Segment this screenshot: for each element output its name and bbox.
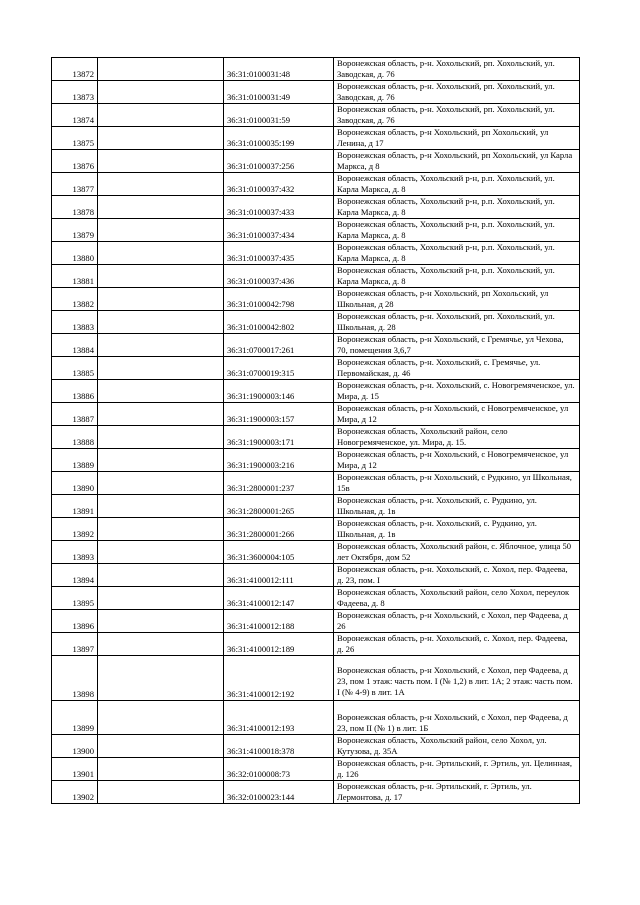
empty-cell (98, 541, 224, 564)
cadastral-number: 36:31:4100012:193 (224, 701, 334, 735)
empty-cell (98, 334, 224, 357)
row-number: 13890 (52, 472, 98, 495)
cadastral-number: 36:31:0100031:59 (224, 104, 334, 127)
empty-cell (98, 380, 224, 403)
row-number: 13887 (52, 403, 98, 426)
table-row (52, 735, 580, 758)
row-number: 13901 (52, 758, 98, 781)
empty-cell (98, 311, 224, 334)
row-number: 13900 (52, 735, 98, 758)
table-row (52, 472, 580, 495)
address: Воронежская область, р-н. Эртильский, г. Эртиль, ул. Лермонтова, д. 17 (334, 781, 580, 804)
table-row (52, 541, 580, 564)
cadastral-number: 36:31:0100042:802 (224, 311, 334, 334)
empty-cell (98, 426, 224, 449)
row-number: 13878 (52, 196, 98, 219)
empty-cell (98, 518, 224, 541)
table-row (52, 380, 580, 403)
cadastral-number: 36:31:2800001:266 (224, 518, 334, 541)
table-row (52, 518, 580, 541)
cadastral-number: 36:31:0700019:315 (224, 357, 334, 380)
table-row (52, 781, 580, 804)
address: Воронежская область, р-н Хохольский, с Новогремяченское, ул Мира, д 12 (334, 403, 580, 426)
cadastral-number: 36:31:0100031:49 (224, 81, 334, 104)
address: Воронежская область, р-н. Хохольский, с. Рудкино, ул. Школьная, д. 1в (334, 518, 580, 541)
row-number: 13883 (52, 311, 98, 334)
cadastral-number: 36:31:1900003:146 (224, 380, 334, 403)
address: Воронежская область, р-н Хохольский, рп Хохольский, ул Школьная, д 28 (334, 288, 580, 311)
empty-cell (98, 564, 224, 587)
table-row (52, 81, 580, 104)
row-number: 13873 (52, 81, 98, 104)
empty-cell (98, 127, 224, 150)
address: Воронежская область, р-н Хохольский, с Хохол, пер Фадеева, д 23, пом II (№ 1) в лит. 1Б (334, 701, 580, 735)
address: Воронежская область, Хохольский р-н, р.п. Хохольский, ул. Карла Маркса, д. 8 (334, 196, 580, 219)
address: Воронежская область, р-н. Хохольский, с. Хохол, пер. Фадеева, д. 23, пом. I (334, 564, 580, 587)
table-row (52, 219, 580, 242)
row-number: 13889 (52, 449, 98, 472)
cadastral-number: 36:31:2800001:237 (224, 472, 334, 495)
table-row (52, 633, 580, 656)
row-number: 13888 (52, 426, 98, 449)
empty-cell (98, 587, 224, 610)
table-row (52, 656, 580, 701)
row-number: 13892 (52, 518, 98, 541)
empty-cell (98, 656, 224, 701)
row-number: 13902 (52, 781, 98, 804)
table-row (52, 265, 580, 288)
row-number: 13896 (52, 610, 98, 633)
table-row (52, 495, 580, 518)
row-number: 13884 (52, 334, 98, 357)
row-number: 13881 (52, 265, 98, 288)
table-row (52, 58, 580, 81)
empty-cell (98, 403, 224, 426)
address: Воронежская область, Хохольский р-н, р.п. Хохольский, ул. Карла Маркса, д. 8 (334, 242, 580, 265)
cadastral-number: 36:31:1900003:216 (224, 449, 334, 472)
address: Воронежская область, р-н. Хохольский, рп. Хохольский, ул. Заводская, д. 76 (334, 81, 580, 104)
table-row (52, 127, 580, 150)
address: Воронежская область, р-н Хохольский, с Рудкино, ул Школьная, 15в (334, 472, 580, 495)
row-number: 13877 (52, 173, 98, 196)
address: Воронежская область, Хохольский район, село Хохол, ул. Кутузова, д. 35А (334, 735, 580, 758)
address: Воронежская область, Хохольский район, с. Яблочное, улица 50 лет Октября, дом 52 (334, 541, 580, 564)
empty-cell (98, 219, 224, 242)
cadastral-number: 36:31:1900003:171 (224, 426, 334, 449)
empty-cell (98, 81, 224, 104)
table-row (52, 196, 580, 219)
empty-cell (98, 242, 224, 265)
row-number: 13879 (52, 219, 98, 242)
row-number: 13898 (52, 656, 98, 701)
cadastral-number: 36:31:0100037:435 (224, 242, 334, 265)
cadastral-number: 36:31:4100012:111 (224, 564, 334, 587)
address: Воронежская область, р-н Хохольский, рп Хохольский, ул Ленина, д 17 (334, 127, 580, 150)
address: Воронежская область, р-н Хохольский, с Новогремяченское, ул Мира, д 12 (334, 449, 580, 472)
table-row (52, 357, 580, 380)
cadastral-number: 36:31:3600004:105 (224, 541, 334, 564)
address: Воронежская область, Хохольский район, село Новогремяченское, ул. Мира, д. 15. (334, 426, 580, 449)
cadastral-number: 36:31:1900003:157 (224, 403, 334, 426)
address: Воронежская область, р-н. Хохольский, рп. Хохольский, ул. Заводская, д. 76 (334, 104, 580, 127)
address: Воронежская область, р-н Хохольский, с Гремячье, ул Чехова, 70, помещения 3,6,7 (334, 334, 580, 357)
table-row (52, 311, 580, 334)
table-row (52, 449, 580, 472)
cadastral-number: 36:31:2800001:265 (224, 495, 334, 518)
row-number: 13876 (52, 150, 98, 173)
empty-cell (98, 472, 224, 495)
row-number: 13894 (52, 564, 98, 587)
empty-cell (98, 357, 224, 380)
table-row (52, 587, 580, 610)
row-number: 13886 (52, 380, 98, 403)
address: Воронежская область, р-н. Эртильский, г. Эртиль, ул. Целинная, д. 126 (334, 758, 580, 781)
row-number: 13882 (52, 288, 98, 311)
cadastral-number: 36:31:0100037:436 (224, 265, 334, 288)
table-row (52, 758, 580, 781)
cadastral-number: 36:31:0100037:256 (224, 150, 334, 173)
address: Воронежская область, Хохольский р-н, р.п. Хохольский, ул. Карла Маркса, д. 8 (334, 219, 580, 242)
cadastral-number: 36:31:0700017:261 (224, 334, 334, 357)
table-row (52, 701, 580, 735)
row-number: 13872 (52, 58, 98, 81)
table-row (52, 610, 580, 633)
row-number: 13875 (52, 127, 98, 150)
empty-cell (98, 58, 224, 81)
address: Воронежская область, р-н. Хохольский, с. Гремячье, ул. Первомайская, д. 46 (334, 357, 580, 380)
cadastral-number: 36:31:4100012:192 (224, 656, 334, 701)
cadastral-number: 36:32:0100008:73 (224, 758, 334, 781)
table-row (52, 288, 580, 311)
cadastral-number: 36:31:0100031:48 (224, 58, 334, 81)
table-row (52, 173, 580, 196)
cadastral-number: 36:31:4100012:188 (224, 610, 334, 633)
table-row (52, 150, 580, 173)
cadastral-number: 36:31:0100037:434 (224, 219, 334, 242)
cadastral-number: 36:31:0100037:432 (224, 173, 334, 196)
row-number: 13893 (52, 541, 98, 564)
cadastral-number: 36:31:0100037:433 (224, 196, 334, 219)
cadastral-number: 36:31:4100012:147 (224, 587, 334, 610)
table-row (52, 564, 580, 587)
cadastral-number: 36:31:4100018:378 (224, 735, 334, 758)
empty-cell (98, 150, 224, 173)
empty-cell (98, 173, 224, 196)
address: Воронежская область, р-н. Хохольский, с. Хохол, пер. Фадеева, д. 26 (334, 633, 580, 656)
row-number: 13897 (52, 633, 98, 656)
empty-cell (98, 265, 224, 288)
row-number: 13880 (52, 242, 98, 265)
address: Воронежская область, Хохольский р-н, р.п. Хохольский, ул. Карла Маркса, д. 8 (334, 265, 580, 288)
address: Воронежская область, р-н Хохольский, с Хохол, пер Фадеева, д 23, пом 1 этаж: часть пом. I (№ 1,2) в лит. 1А; 2 этаж: часть пом. I (№ 4-9) в лит. 1А (334, 656, 580, 701)
empty-cell (98, 449, 224, 472)
table-row (52, 104, 580, 127)
empty-cell (98, 495, 224, 518)
table-row (52, 334, 580, 357)
empty-cell (98, 781, 224, 804)
address: Воронежская область, р-н. Хохольский, с. Рудкино, ул. Школьная, д. 1в (334, 495, 580, 518)
row-number: 13874 (52, 104, 98, 127)
empty-cell (98, 633, 224, 656)
address: Воронежская область, р-н Хохольский, с Хохол, пер Фадеева, д 26 (334, 610, 580, 633)
empty-cell (98, 758, 224, 781)
address: Воронежская область, р-н. Хохольский, рп. Хохольский, ул. Заводская, д. 76 (334, 58, 580, 81)
address: Воронежская область, Хохольский р-н, р.п. Хохольский, ул. Карла Маркса, д. 8 (334, 173, 580, 196)
address: Воронежская область, р-н Хохольский, рп Хохольский, ул Карла Маркса, д 8 (334, 150, 580, 173)
empty-cell (98, 196, 224, 219)
address: Воронежская область, р-н. Хохольский, рп. Хохольский, ул. Школьная, д. 28 (334, 311, 580, 334)
empty-cell (98, 735, 224, 758)
cadastral-number: 36:31:4100012:189 (224, 633, 334, 656)
table-row (52, 242, 580, 265)
cadastral-number: 36:31:0100042:798 (224, 288, 334, 311)
row-number: 13899 (52, 701, 98, 735)
registry-table (51, 57, 580, 804)
cadastral-number: 36:32:0100023:144 (224, 781, 334, 804)
cadastral-number: 36:31:0100035:199 (224, 127, 334, 150)
row-number: 13891 (52, 495, 98, 518)
row-number: 13885 (52, 357, 98, 380)
row-number: 13895 (52, 587, 98, 610)
address: Воронежская область, Хохольский район, село Хохол, переулок Фадеева, д. 8 (334, 587, 580, 610)
table-row (52, 403, 580, 426)
empty-cell (98, 104, 224, 127)
empty-cell (98, 701, 224, 735)
table-row (52, 426, 580, 449)
empty-cell (98, 288, 224, 311)
address: Воронежская область, р-н. Хохольский, с. Новогремяченское, ул. Мира, д. 15 (334, 380, 580, 403)
empty-cell (98, 610, 224, 633)
